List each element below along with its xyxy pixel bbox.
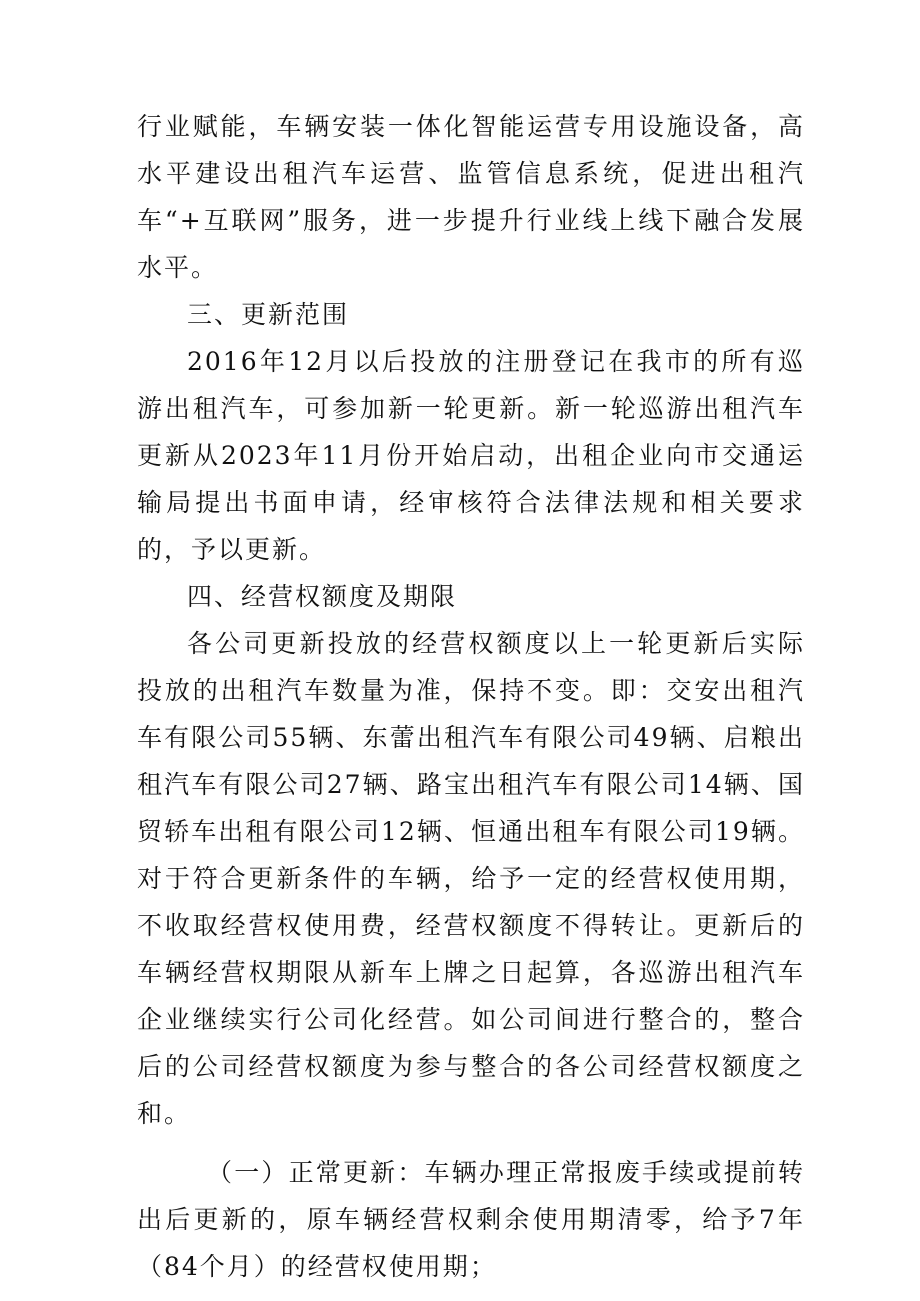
paragraph-update-scope: 2016年12月以后投放的注册登记在我市的所有巡游出租汽车，可参加新一轮更新。新一轮巡游出租汽车更新从2023年11月份开始启动，出租企业向市交通运输局提出书面申请，经审核符合法律法规和相关要求的，予以更新。 <box>137 347 805 564</box>
paragraph-continuation: 行业赋能，车辆安装一体化智能运营专用设施设备，高水平建设出租汽车运营、监管信息系统，促进出租汽车“+互联网”服务，进一步提升行业线上线下融合发展水平。 <box>137 112 805 282</box>
list-item-normal-update: （一）正常更新：车辆办理正常报废手续或提前转出后更新的，原车辆经营权剩余使用期清零，给予7年（84个月）的经营权使用期； <box>137 1158 805 1281</box>
paragraph-quota-and-term: 各公司更新投放的经营权额度以上一轮更新后实际投放的出租汽车数量为准，保持不变。即：交安出租汽车有限公司55辆、东蕾出租汽车有限公司49辆、启粮出租汽车有限公司27辆、路宝出租汽车有限公司14辆、国贸轿车出租有限公司12辆、恒通出租车有限公司19辆。对于符合更新条件的车辆，给予一定的经营权使用期，不收取经营权使用费，经营权额度不得转让。更新后的车辆经营权期限从新车上牌之日起算，各巡游出租汽车企业继续实行公司化经营。如公司间进行整合的，整合后的公司经营权额度为参与整合的各公司经营权额度之和。 <box>137 629 806 1128</box>
section-heading-update-scope: 三、更新范围 <box>187 300 350 329</box>
section-heading-quota-and-term: 四、经营权额度及期限 <box>187 582 458 611</box>
document-body <box>137 103 805 1290</box>
